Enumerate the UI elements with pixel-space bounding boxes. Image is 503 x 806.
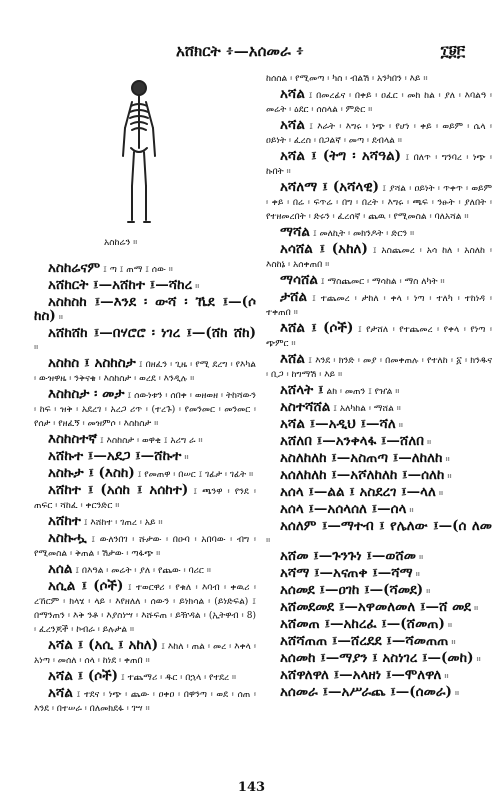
entry-headword: አሸመጠ ፤—አከረፈ ፤—(ሸመጠ) bbox=[280, 616, 445, 632]
entry-definition: ፤ ተደና ፡ ነጭ ፡ ጨው ፡ ዐቀዐ ፡ በዋንጣ ፡ ወደ ፡ ሰጠ ፡ እንደ ፡ በተሠራ ፡ በለመክደፋ ፡ ገሣ ። bbox=[34, 690, 256, 714]
entry-headword: ማሻል bbox=[280, 224, 310, 240]
entry-headword: እስከስታ ፡ መታ bbox=[48, 386, 125, 402]
entry-definition: ። bbox=[454, 689, 460, 699]
entry-definition: ። bbox=[444, 672, 449, 682]
entry-definition: ። bbox=[474, 604, 479, 614]
left-column bbox=[34, 72, 256, 718]
entry-headword: አስለከለከ ፤—አስጠጣ ፤—ለከለከ bbox=[280, 450, 443, 466]
entry-headword: አሻል bbox=[280, 117, 305, 133]
entry-definition: ልክ ፡ መጠን ፤ የዠል ። bbox=[326, 387, 400, 397]
dictionary-entry bbox=[266, 669, 492, 684]
entry-definition: ፤ እስከስታ ፡ ወዋቂ ፤ አሪግ ራ ። bbox=[99, 436, 203, 446]
entry-headword: አሰላ ፤—ልል ፤ አስደረገ ፤—ላለ bbox=[280, 484, 436, 500]
dictionary-entry bbox=[34, 327, 256, 355]
entry-headword: አሻል ፤ (ሶች) bbox=[48, 668, 119, 684]
dictionary-entry bbox=[266, 226, 492, 241]
entry-definition: ። bbox=[58, 313, 63, 323]
dictionary-entry bbox=[266, 384, 492, 399]
dictionary-entry bbox=[266, 503, 492, 518]
entry-headword: አሰላ ፤—አሰላሰለ ፤—ሰላ bbox=[280, 501, 407, 517]
dictionary-entry bbox=[266, 486, 492, 501]
dictionary-entry bbox=[34, 484, 256, 513]
dictionary-entry bbox=[34, 262, 256, 277]
entry-headword: እሸል bbox=[280, 351, 305, 367]
entry-headword: አሰል bbox=[48, 561, 73, 577]
entry-definition: ። bbox=[426, 438, 432, 448]
entry-headword: እስከስተኛ bbox=[48, 431, 98, 447]
entry-definition: ። bbox=[438, 489, 444, 499]
entry-definition: ፤ በለጥ ፡ ግንባረ ፡ ነጭ ፡ ኩበት ። bbox=[266, 153, 492, 177]
entry-headword: አሲል ፤ (ሶች) bbox=[48, 578, 124, 594]
entry-definition: ፤ መለኪት ፡ መክንዶት ፡ ድርን ። bbox=[312, 229, 415, 239]
dictionary-entry bbox=[266, 150, 492, 179]
entry-headword: አሻል bbox=[48, 685, 73, 701]
entry-definition: ። bbox=[447, 621, 453, 631]
right-column bbox=[266, 72, 492, 703]
entry-headword: አሸዋለዋለ ፤—አላዘነ ፤—ሞለዋለ bbox=[280, 667, 442, 683]
entry-headword: አሰለከለከ ፤—አሾለከለከ ፤—ሰለከ bbox=[280, 467, 445, 483]
entry-definition: ። bbox=[409, 506, 414, 516]
entry-definition: ፤ ሰውነቱን ፡ ሰበቀ ፡ ወዘወዘ ፡ ትከሻውን ፡ ከፍ ፡ ዝቅ ፡ አደረገ ፡ አረጋ ሪጥ ፡ (ተረጉ) ፡ የመንመር ፡ መንመር ፡ የሰታ ፡ የዘፈኝ ፡ መዝምሶ ፡ እስከስታ ። bbox=[34, 391, 256, 429]
dictionary-entry bbox=[266, 452, 492, 467]
skeleton-illustration bbox=[114, 78, 164, 228]
entry-headword: አሸመደመደ ፤—አዋመለመለ ፤—ሸ መደ bbox=[280, 599, 472, 615]
entry-headword: አሰመራ ፤—አሥራጨ ፤—(ሰመራ) bbox=[280, 684, 452, 700]
dictionary-entry bbox=[266, 584, 492, 599]
dictionary-entry bbox=[266, 353, 492, 382]
running-header-title: አሸክርት ፥—አሰመራ ፥ bbox=[176, 42, 304, 60]
entry-definition: ፤ አለካከል ፡ ማሸል ። bbox=[333, 404, 401, 414]
dictionary-entry bbox=[266, 72, 492, 86]
entry-headword: አሸከርት ፤—አሸከተ ፤—ሻከረ bbox=[48, 277, 193, 293]
entry-definition: ። bbox=[34, 343, 39, 353]
entry-headword: አሻማ ፤—አናጠቀ ፤—ሻማ bbox=[280, 565, 413, 581]
entry-headword: አሻል bbox=[280, 86, 305, 102]
dictionary-entry bbox=[34, 433, 256, 448]
dictionary-entry bbox=[34, 687, 256, 716]
entry-headword: አሳሸል ፤ (አከለ) bbox=[280, 241, 368, 257]
entry-headword: እሸል ፤ (ሶች) bbox=[280, 320, 354, 336]
entry-headword: አሰመደ ፤—ዐገከ ፤—(ሻመደ) bbox=[280, 582, 424, 598]
dictionary-entry bbox=[266, 686, 492, 701]
entry-definition: ፤ በመረፊና ፡ በቀይ ፡ ዐፈር ፡ መከ ከል ፡ ያለ ፡ እባልዓ ፡ መሬት ፡ ዕደር ፡ ሰስላል ፡ ምድር ። bbox=[266, 91, 492, 115]
dictionary-entry bbox=[266, 520, 492, 548]
entry-definition: ። bbox=[476, 655, 481, 665]
entry-headword: አስኩሗ bbox=[48, 530, 87, 546]
entry-definition: ። bbox=[426, 587, 431, 597]
entry-headword: አሸሻጠጠ ፤—ሸረደደ ፤—ሻመጠጠ bbox=[280, 633, 449, 649]
dictionary-entry bbox=[34, 670, 256, 685]
entry-headword: አስከስከ ፤—እንደ ፡ ውሻ ፡ ኼደ ፤—(ሶ ከስ) bbox=[34, 294, 256, 324]
dictionary-entry bbox=[266, 322, 492, 351]
entry-definition: ። bbox=[419, 553, 424, 563]
dictionary-entry bbox=[34, 580, 256, 637]
dictionary-entry bbox=[34, 467, 256, 482]
dictionary-entry bbox=[34, 450, 256, 465]
entry-headword: አሻለማ ፤ (አሻላዊ) bbox=[280, 179, 380, 195]
page-number: 143 bbox=[237, 780, 266, 795]
entry-headword: አስከስ ፤ አስከስታ bbox=[48, 355, 136, 371]
dictionary-entry bbox=[266, 274, 492, 289]
dictionary-entry bbox=[34, 357, 256, 386]
dictionary-entry bbox=[266, 435, 492, 450]
entry-definition: ፤ የመጠዋ ፡ በሠር ፤ ገፊታ ፡ ገፊት ። bbox=[137, 470, 254, 480]
entry-headword: ማሳሸል bbox=[280, 272, 318, 288]
figure-caption: አስከሬን ። bbox=[104, 238, 138, 248]
dictionary-entry bbox=[266, 119, 492, 148]
entry-definition: ። bbox=[415, 570, 420, 580]
dictionary-entry bbox=[266, 401, 492, 416]
dictionary-entry bbox=[34, 639, 256, 668]
dictionary-entry bbox=[266, 418, 492, 433]
dictionary-entry bbox=[266, 88, 492, 117]
entry-headword: አሰለም ፤—ማተብ ፤ የሌለው ፤—(ሰ ለመ bbox=[280, 518, 492, 534]
dictionary-entry bbox=[34, 515, 256, 530]
running-header bbox=[0, 42, 503, 66]
dictionary-entry bbox=[34, 388, 256, 431]
entry-headword: አሸላት ፤ bbox=[280, 382, 324, 398]
dictionary-entry bbox=[266, 469, 492, 484]
entry-headword: አሸከተ bbox=[48, 513, 81, 529]
dictionary-entry bbox=[34, 296, 256, 325]
dictionary-entry bbox=[266, 243, 492, 272]
entry-headword: አስከሬናም bbox=[48, 260, 101, 276]
dictionary-entry bbox=[266, 550, 492, 565]
entry-definition: ፤ ጫንዋ ፡ የንደ ፡ ጠፍር ፡ ሻከፈ ፡ ቀርንድር ። bbox=[34, 487, 256, 511]
entry-definition: ። bbox=[451, 638, 456, 648]
entry-definition: ፤ እራት ፡ እግሩ ፡ ነጭ ፡ የሆነ ፡ ቀይ ፡ ወይም ፡ ሴላ ፡ ዐይነት ፡ ፈረስ ፡ በጋልኛ ፡ መጣ ፡ ደብላል ። bbox=[266, 122, 492, 146]
dictionary-entry bbox=[34, 532, 256, 561]
entry-headword: አሸኩተ ፤—አደጋ ፤—ሸኩተ bbox=[48, 448, 182, 464]
entry-definition: ከሰስል ፡ የሚመጣ ፡ ካስ ፡ ብልሽ ፡ አንካበን ፡ እይ ። bbox=[266, 74, 428, 84]
entry-definition: ፤ የታሸለ ፡ የተጨመረ ፡ የቀላ ፡ የነጣ ፡ ጭምር ። bbox=[266, 325, 493, 349]
entry-definition: ። bbox=[184, 453, 189, 463]
entry-definition: ፤ ተጨማሪ ፡ ዱር ፡ በኋላ ፡ የተደረ ። bbox=[121, 673, 237, 683]
entry-definition: ፤ አስጨመረ ፡ አሳ ከለ ፡ አስለከ ፡ እስከኔ ፡ አሰቀጠበ ። bbox=[266, 246, 493, 270]
dictionary-entry bbox=[266, 618, 492, 633]
entry-definition: ፤ በእዓል ፡ መሬት ፡ ያለ ፡ የጨው ፡ ባሪር ። bbox=[75, 566, 211, 576]
entry-definition: ። bbox=[445, 455, 450, 465]
entry-headword: አሻል ፤ (ትግ ፡ አሻዓል) bbox=[280, 148, 402, 164]
dictionary-entry bbox=[266, 291, 492, 320]
dictionary-entry bbox=[266, 567, 492, 582]
entry-headword: አሰመከ ፤—ማያን ፤ አስነገረ ፤—(መከ) bbox=[280, 650, 474, 666]
entry-definition: ። bbox=[266, 536, 271, 546]
entry-definition: ፤ እከለ ፡ ጠል ፡ መረ ፡ እቀላ ፡ አነጣ ፡ መሰለ ፡ ሰላ ፡ ከነደ ፡ ቀጠበ ። bbox=[34, 642, 256, 666]
entry-headword: አስኩታ ፤ (እስከ) bbox=[48, 465, 135, 481]
entry-definition: ፤ እሸከተ ፡ ገጠረ ፡ አይ ። bbox=[83, 518, 163, 528]
entry-headword: ታሸል bbox=[280, 289, 308, 305]
entry-headword: አሻል ፤—አዲህ ፤—ሻለ bbox=[280, 416, 396, 432]
dictionary-entry bbox=[266, 601, 492, 616]
entry-definition: ፤ ውለንበገ ፡ ሹታው ፡ በዑባ ፡ አበባው ፡ ብግ ፡ የሚመስል ፡ ቅጠል ፡ ሽታው ፡ ጣፋጭ ። bbox=[34, 535, 256, 559]
entry-definition: ፤ ጣ ፤ ጠማ ፤ ሰው ። bbox=[103, 265, 173, 275]
entry-headword: አሸለበ ፤—አንቀላፋ ፤—ሸለበ bbox=[280, 433, 424, 449]
dictionary-entry bbox=[34, 279, 256, 294]
entry-headword: አሸከሸከ ፤—በሃሮሮ ፡ ነገረ ፤—(ሸከ ሸከ) bbox=[48, 325, 256, 341]
entry-headword: አሸከተ ፤ (አሰከ ፤ አሰከተ) bbox=[48, 482, 189, 498]
skeleton-figure bbox=[34, 72, 256, 262]
dictionary-entry bbox=[266, 635, 492, 650]
dictionary-entry bbox=[266, 652, 492, 667]
entry-definition: ፤ በዘፈን ፡ ጊዜ ፡ የሚ ደረግ ፡ የእካል ፡ ውዝዋዜ ፡ ንቅናቄ ፡ እስከስታ ፡ ወረደ ፡ እንዲሉ ። bbox=[34, 360, 256, 384]
entry-definition: ፤ ተጨመረ ፡ ታከለ ፡ ቀላ ፡ ነጣ ፡ ተለካ ፡ ተከነዳ ፡ ተቀጠበ ። bbox=[266, 294, 492, 318]
dictionary-entry bbox=[34, 563, 256, 578]
entry-headword: አሻል ፤ (አሲ ፤ አከለ) bbox=[48, 637, 159, 653]
dictionary-entry bbox=[266, 181, 492, 224]
running-header-page-label: ፲፱፫ bbox=[440, 42, 465, 60]
entry-headword: አስተሻሸል bbox=[280, 399, 331, 415]
entry-definition: ፤ ማስጨመር ፡ ማሳከል ፡ ማስ ለካት ። bbox=[320, 277, 445, 287]
entry-definition: ። bbox=[398, 421, 403, 431]
entry-definition: ። bbox=[195, 282, 200, 292]
entry-headword: አሸመ ፤—ጉንጉነ ፤—ወሸመ bbox=[280, 548, 417, 564]
entry-definition: ፤ እንደ ፡ ክንድ ፡ መያ ፡ በመቀጠሉ ፡ የተለከ ፡ ፩ ፡ ክንዱና ፡ ቢጋ ፡ ከግማሽ ፡ እይ ። bbox=[266, 356, 492, 380]
entry-definition: ፤ ተወርዋሪ ፡ የቁለ ፡ እባብ ፡ ቀዉሪ ፡ ረኸርም ፡ ክላሄ ፡ ላይ ፡ እየዘለለ ፡ ሰውን ፡ ይነክሳል ፡ (ይነድፍል) ፤ በማንጠን ፡ እቅ ንቶ ፡ እያስነሣ ፡ እሹፍጠ ፡ ይዥዳል ፡ (ኢትዋብ ፡ 8) ፡ ፈረንጆች ፡ ኮብራ ፡ ይሉታል ። bbox=[34, 583, 256, 635]
entry-definition: ፤ ያሻል ፡ ዐይነት ፡ ጥቀጥ ፡ ወይም ፡ ቀይ ፡ በሬ ፡ ፍጥሬ ፡ በግ ፡ በረት ፡ እግሩ ፡ ጫፍ ፡ ንፁት ፡ ያለበት ፡ የተዘመረበት ፡ ድሩን ፡ ፈረሰኛ ፡ ጨዉ ፡ የሚመስል ፡ ባለአሻል ። bbox=[266, 184, 492, 222]
entry-definition: ። bbox=[447, 472, 452, 482]
